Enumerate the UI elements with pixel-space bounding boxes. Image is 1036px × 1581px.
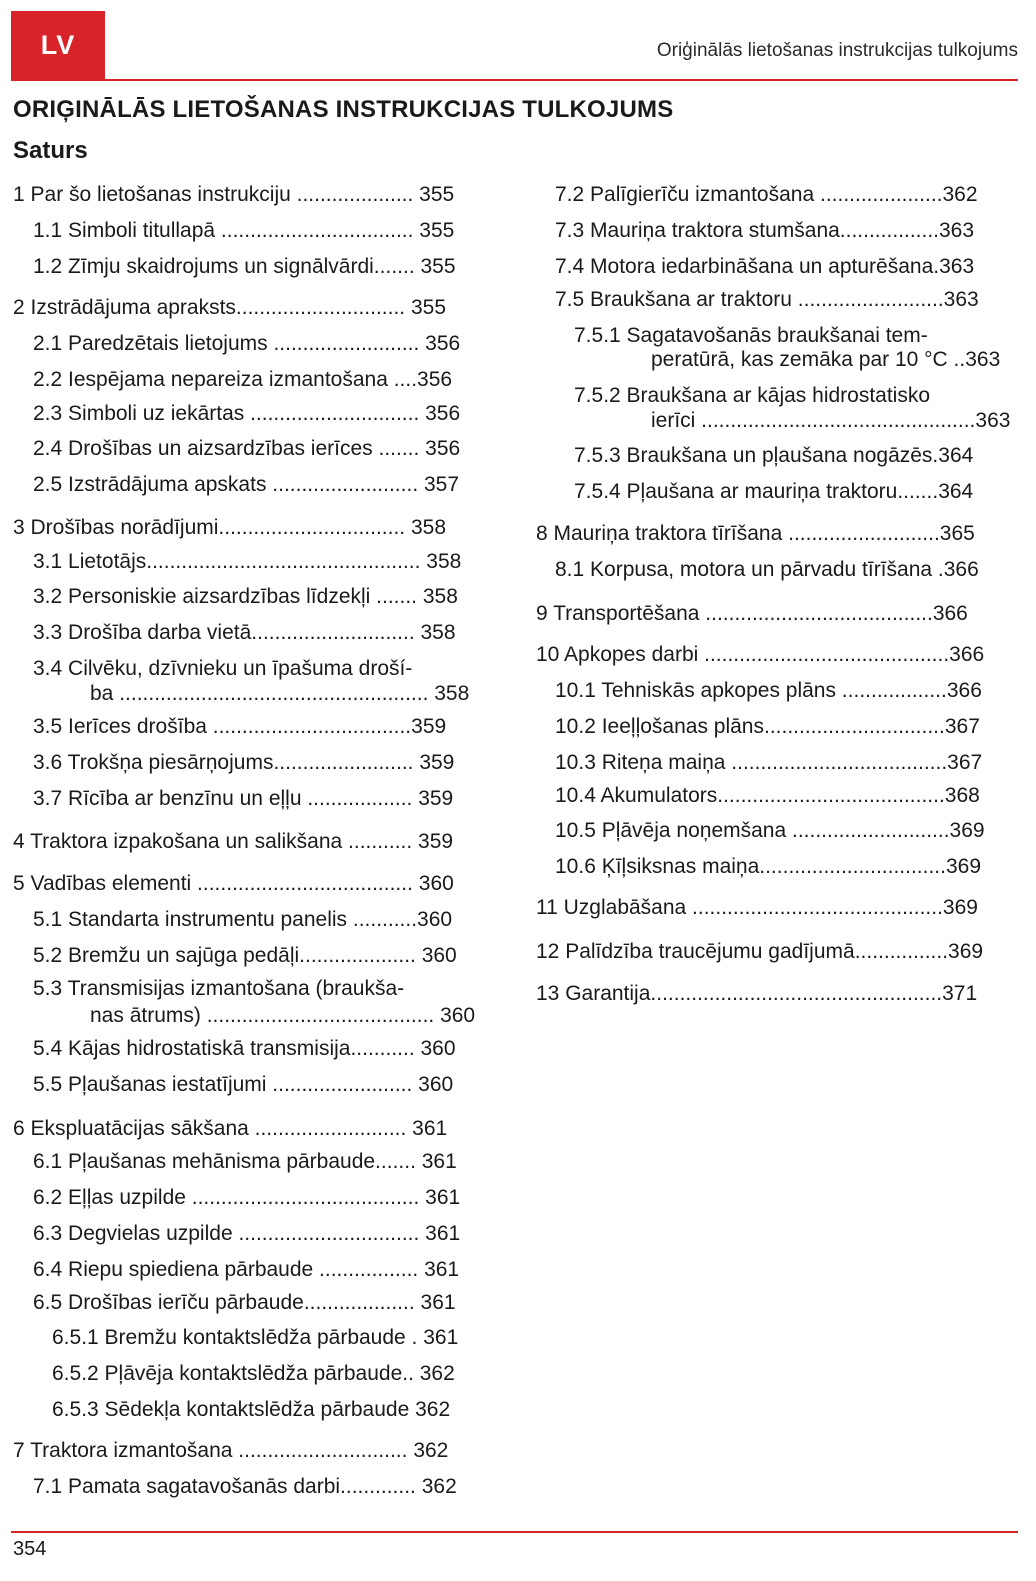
toc-entry[interactable]: 3.3 Drošība darba vietā............................ 358 [33, 621, 456, 644]
toc-entry[interactable]: 7.3 Mauriņa traktora stumšana.................363 [555, 219, 975, 242]
toc-entry[interactable]: 3.4 Cilvēku, dzīvnieku un īpašuma droší- [33, 657, 413, 680]
toc-entry[interactable]: 2.3 Simboli uz iekārtas ............................. 356 [33, 402, 461, 425]
running-header-title: Oriģinālās lietošanas instrukcijas tulkojums [656, 40, 1018, 61]
toc-entry[interactable]: 6.5.1 Bremžu kontaktslēdža pārbaude . 361 [52, 1326, 459, 1349]
toc-entry[interactable]: 6.5 Drošības ierīču pārbaude................... 361 [33, 1291, 456, 1314]
toc-entry[interactable]: 5.3 Transmisijas izmantošana (braukša- [33, 977, 405, 1000]
toc-entry[interactable]: 7.5.2 Braukšana ar kājas hidrostatisko [574, 384, 931, 407]
toc-entry[interactable]: 10 Apkopes darbi ..........................................366 [536, 643, 985, 666]
toc-entry[interactable]: 3.7 Rīcība ar benzīnu un eļļu .................. 359 [33, 787, 454, 810]
toc-entry-continuation[interactable]: ba ..................................................... 358 [90, 682, 470, 705]
toc-entry[interactable]: 3.5 Ierīces drošība ..................................359 [33, 715, 447, 738]
toc-entry[interactable]: 5 Vadības elementi ..................................... 360 [13, 872, 454, 895]
toc-entry[interactable]: 7 Traktora izmantošana ............................. 362 [13, 1439, 449, 1462]
toc-entry[interactable]: 6.1 Pļaušanas mehānisma pārbaude....... 361 [33, 1150, 457, 1173]
toc-entry[interactable]: 3 Drošības norādījumi................................ 358 [13, 516, 447, 539]
toc-entry[interactable]: 4 Traktora izpakošana un salikšana ........... 359 [13, 830, 454, 853]
toc-entry[interactable]: 11 Uzglabāšana ...........................................369 [536, 896, 978, 919]
page-number: 354 [13, 1538, 47, 1560]
toc-entry[interactable]: 13 Garantija..................................................371 [536, 982, 978, 1005]
toc-entry[interactable]: 5.4 Kājas hidrostatiskā transmisija........... 360 [33, 1037, 456, 1060]
toc-entry[interactable]: 6.3 Degvielas uzpilde ............................... 361 [33, 1222, 461, 1245]
toc-entry[interactable]: 7.5.1 Sagatavošanās braukšanai tem- [574, 324, 928, 347]
toc-entry[interactable]: 6.2 Eļļas uzpilde ....................................... 361 [33, 1186, 461, 1209]
toc-entry[interactable]: 2.1 Paredzētais lietojums ......................... 356 [33, 332, 461, 355]
toc-entry[interactable]: 7.2 Palīgierīču izmantošana .....................362 [555, 183, 978, 206]
toc-entry-continuation[interactable]: nas ātrums) ....................................... 360 [90, 1004, 476, 1027]
toc-entry[interactable]: 10.2 Ieeļļošanas plāns...............................367 [555, 715, 980, 738]
toc-entry[interactable]: 10.5 Pļāvēja noņemšana ...........................369 [555, 819, 985, 842]
toc-entry-continuation[interactable]: peratūrā, kas zemāka par 10 °C ..363 [651, 348, 1001, 371]
toc-entry[interactable]: 1.2 Zīmju skaidrojums un signālvārdi....... 355 [33, 255, 456, 278]
toc-entry[interactable]: 2 Izstrādājuma apraksts............................. 355 [13, 296, 447, 319]
toc-entry[interactable]: 10.6 Ķīļsiksnas maiņa................................369 [555, 855, 982, 878]
toc-entry[interactable]: 9 Transportēšana .......................................366 [536, 602, 968, 625]
toc-entry[interactable]: 12 Palīdzība traucējumu gadījumā................369 [536, 940, 984, 963]
toc-entry[interactable]: 2.4 Drošības un aizsardzības ierīces ....... 356 [33, 437, 461, 460]
toc-entry[interactable]: 2.2 Iespējama nepareiza izmantošana ....356 [33, 368, 453, 391]
document-title: ORIĢINĀLĀS LIETOŠANAS INSTRUKCIJAS TULKOJUMS [13, 96, 674, 123]
toc-entry[interactable]: 3.6 Trokšņa piesārņojums........................ 359 [33, 751, 455, 774]
language-badge: LV [11, 11, 105, 80]
toc-entry-continuation[interactable]: ierīci ...............................................363 [651, 409, 1011, 432]
toc-entry[interactable]: 7.5.4 Pļaušana ar mauriņa traktoru.......364 [574, 480, 974, 503]
toc-entry[interactable]: 6.4 Riepu spiediena pārbaude ................. 361 [33, 1258, 460, 1281]
toc-entry[interactable]: 5.1 Standarta instrumentu panelis ...........360 [33, 908, 453, 931]
toc-entry[interactable]: 10.4 Akumulators.......................................368 [555, 784, 980, 807]
toc-entry[interactable]: 7.5 Braukšana ar traktoru .........................363 [555, 288, 979, 311]
toc-entry[interactable]: 3.1 Lietotājs............................................... 358 [33, 550, 462, 573]
toc-entry[interactable]: 5.5 Pļaušanas iestatījumi ........................ 360 [33, 1073, 454, 1096]
toc-entry[interactable]: 1 Par šo lietošanas instrukciju .................... 355 [13, 183, 455, 206]
toc-entry[interactable]: 7.1 Pamata sagatavošanās darbi............. 362 [33, 1475, 457, 1498]
toc-entry[interactable]: 6.5.2 Pļāvēja kontaktslēdža pārbaude.. 362 [52, 1362, 455, 1385]
toc-entry[interactable]: 8.1 Korpusa, motora un pārvadu tīrīšana .366 [555, 558, 979, 581]
toc-entry[interactable]: 7.4 Motora iedarbināšana un apturēšana.363 [555, 255, 975, 278]
toc-entry[interactable]: 10.1 Tehniskās apkopes plāns ..................366 [555, 679, 982, 702]
toc-entry[interactable]: 1.1 Simboli titullapā ................................. 355 [33, 219, 455, 242]
toc-entry[interactable]: 2.5 Izstrādājuma apskats ......................... 357 [33, 473, 460, 496]
toc-heading: Saturs [13, 137, 88, 164]
toc-entry[interactable]: 5.2 Bremžu un sajūga pedāļi.................... 360 [33, 944, 457, 967]
toc-entry[interactable]: 6 Ekspluatācijas sākšana .......................... 361 [13, 1117, 448, 1140]
header-divider [11, 79, 1018, 81]
toc-entry[interactable]: 10.3 Riteņa maiņa .....................................367 [555, 751, 983, 774]
toc-entry[interactable]: 7.5.3 Braukšana un pļaušana nogāzēs.364 [574, 444, 974, 467]
toc-entry[interactable]: 8 Mauriņa traktora tīrīšana ..........................365 [536, 522, 975, 545]
toc-entry[interactable]: 6.5.3 Sēdekļa kontaktslēdža pārbaude 362 [52, 1398, 451, 1421]
toc-entry[interactable]: 3.2 Personiskie aizsardzības līdzekļi ....... 358 [33, 585, 458, 608]
footer-divider [11, 1531, 1018, 1533]
